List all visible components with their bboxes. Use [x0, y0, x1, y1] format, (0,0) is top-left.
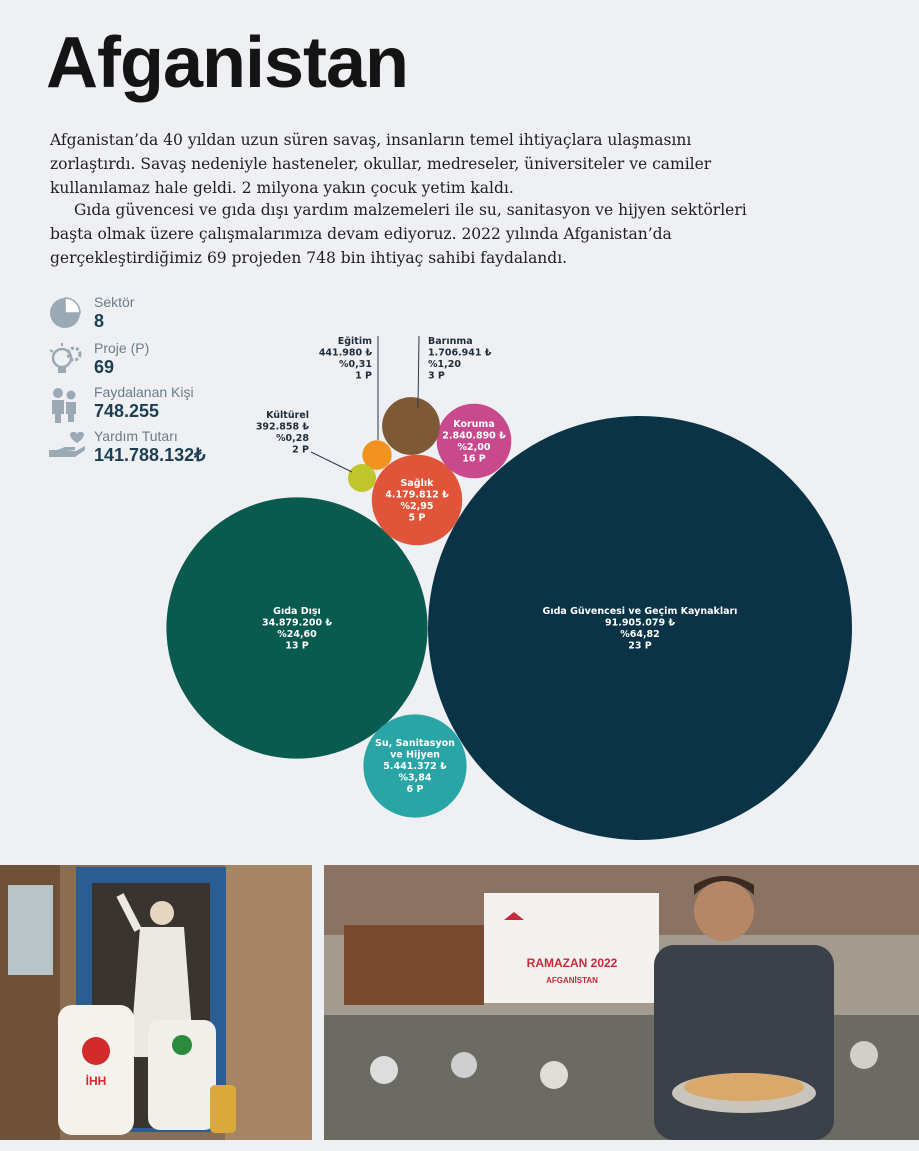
stat-value: 69: [94, 357, 115, 377]
bubble-label-egitim: Eğitim 441.980 ₺ %0,31 1 P: [318, 336, 372, 382]
sector-bubble-chart: [0, 290, 919, 850]
boy-food-photo-illustration: [324, 865, 919, 1140]
banner-line-2: AFGANİSTAN: [546, 976, 598, 985]
bubble-label-gida_disi: Gıda Dışı 34.879.200 ₺ %24,60 13 P: [261, 605, 333, 652]
bubble-label-su: Su, Sanitasyon ve Hijyen 5.441.372 ₺ %3,84 6 P: [375, 738, 455, 795]
stat-label: Proje (P): [94, 340, 150, 356]
bubble-label-gida_guvencesi: Gıda Güvencesi ve Geçim Kaynakları 91.905.079 ₺ %64,82 23 P: [542, 605, 738, 652]
stat-label: Sektör: [94, 294, 135, 310]
page-title: Afganistan: [46, 23, 409, 103]
bubble-label-saglik: Sağlık 4.179.812 ₺ %2,95 5 P: [385, 477, 449, 524]
callout-line-barinma: [418, 336, 419, 408]
callout-line-kulturel: [311, 452, 352, 472]
bubble-label-barinma: Barınma 1.706.941 ₺ %1,20 3 P: [428, 336, 492, 382]
bubble-label-koruma: Koruma 2.840.890 ₺ %2,00 16 P: [442, 418, 506, 465]
photo-elder-with-aid-bags: [0, 865, 312, 1140]
bubble-label-kulturel: Kültürel 392.858 ₺ %0,28 2 P: [255, 410, 309, 456]
stat-value: 8: [94, 311, 105, 331]
intro-paragraph-1: Afganistan’da 40 yıldan uzun süren savaş, insanların temel ihtiyaçlara ulaşmasını zorlaştırdı. Savaş nedeniyle hasteneler, okullar, medreseler, üniversiteler ve camiler kullanılamaz hale geldi. 2 milyona yakın çocuk yetim kaldı.: [50, 131, 712, 197]
bubble-barinma: [382, 397, 440, 455]
stat-value: 141.788.132₺: [94, 445, 206, 465]
stat-label: Faydalanan Kişi: [94, 384, 194, 400]
stat-value: 748.255: [94, 401, 160, 421]
photo-boy-with-food-plate: [324, 865, 919, 1140]
elder-aid-photo-illustration: [0, 865, 312, 1140]
stat-label: Yardım Tutarı: [94, 428, 178, 444]
intro-paragraph-2: Gıda güvencesi ve gıda dışı yardım malzemeleri ile su, sanitasyon ve hijyen sektörleri başta olmak üzere çalışmalarımıza devam ediyoruz. 2022 yılında Afganistan’da gerçekleştirdiğimiz 69 projeden 748 bin ihtiyaç sahibi faydalandı.: [50, 201, 747, 267]
banner-line-1: RAMAZAN 2022: [526, 956, 618, 970]
bubble-kulturel: [348, 464, 376, 492]
bag-label: İHH: [85, 1074, 107, 1088]
